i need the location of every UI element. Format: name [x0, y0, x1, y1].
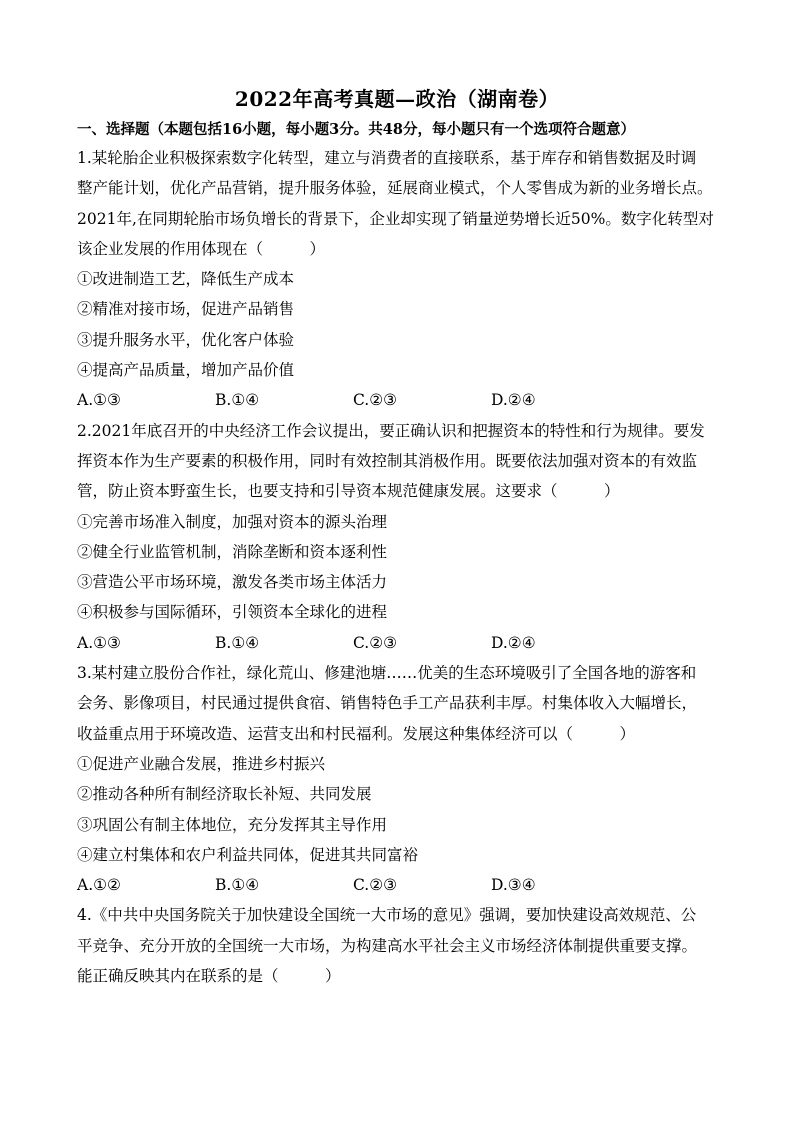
question-stem-line: 平竞争、充分开放的全国统一大市场，为构建高水平社会主义市场经济体制提供重要支撑。 [77, 936, 698, 955]
question-stem-line: 整产能计划，优化产品营销，提升服务体验，延展商业模式，个人零售成为新的业务增长点。 [77, 179, 713, 198]
option-c: C.②③ [353, 633, 398, 652]
option-b: B.①④ [215, 876, 260, 895]
statement-item: ③巩固公有制主体地位，充分发挥其主导作用 [77, 815, 388, 834]
question-1 [77, 143, 727, 416]
option-b: B.①④ [215, 391, 260, 410]
statement-item: ③提升服务水平，优化客户体验 [77, 330, 295, 349]
question-stem-line: 该企业发展的作用体现在（ ） [77, 239, 326, 258]
question-stem-line: 2021年,在同期轮胎市场负增长的背景下，企业却实现了销量逆势增长近50%。数字化转型对 [77, 209, 714, 228]
option-c: C.②③ [353, 876, 398, 895]
question-4 [77, 900, 727, 991]
question-stem-line: 管，防止资本野蛮生长，也要支持和引导资本规范健康发展。这要求（ ） [77, 482, 620, 501]
statement-item: ②推动各种所有制经济取长补短、共同发展 [77, 785, 372, 804]
option-d: D.②④ [491, 391, 536, 410]
statement-item: ①促进产业融合发展，推进乡村振兴 [77, 754, 326, 773]
page-title: 2022年高考真题—政治（湖南卷） [234, 87, 560, 111]
option-a: A.①③ [77, 633, 121, 652]
questions-list [77, 143, 727, 991]
question-stem-line: 4.《中共中央国务院关于加快建设全国统一大市场的意见》强调，要加快建设高效规范、公 [77, 906, 697, 925]
question-stem-line: 2.2021年底召开的中央经济工作会议提出，要正确认识和把握资本的特性和行为规律。要发 [77, 421, 705, 440]
option-d: D.②④ [491, 633, 536, 652]
question-stem-line: 3.某村建立股份合作社，绿化荒山、修建池塘……优美的生态环境吸引了全国各地的游客和 [77, 664, 697, 683]
statement-item: ④建立村集体和农户利益共同体，促进其共同富裕 [77, 845, 419, 864]
question-3 [77, 658, 727, 900]
question-stem-line: 会务、影像项目，村民通过提供食宿、销售特色手工产品获利丰厚。村集体收入大幅增长， [77, 694, 698, 713]
statement-item: ④提高产品质量，增加产品价值 [77, 361, 295, 380]
statement-item: ②精准对接市场，促进产品销售 [77, 300, 295, 319]
option-c: C.②③ [353, 391, 398, 410]
question-2 [77, 416, 727, 658]
statement-item: ①完善市场准入制度，加强对资本的源头治理 [77, 512, 388, 531]
question-stem-line: 挥资本作为生产要素的积极作用，同时有效控制其消极作用。既要依法加强对资本的有效监 [77, 451, 698, 470]
section-heading: 一、选择题（本题包括16小题，每小题3分。共48分，每小题只有一个选项符合题意） [77, 121, 635, 138]
option-a: A.①③ [77, 391, 121, 410]
question-stem-line: 收益重点用于环境改造、运营支出和村民福利。发展这种集体经济可以（ ） [77, 724, 636, 743]
option-b: B.①④ [215, 633, 260, 652]
statement-item: ②健全行业监管机制，消除垄断和资本逐利性 [77, 542, 388, 561]
question-stem-line: 能正确反映其内在联系的是（ ） [77, 967, 341, 986]
answer-options [77, 628, 727, 658]
answer-options [77, 870, 727, 900]
statement-item: ①改进制造工艺，降低生产成本 [77, 270, 295, 289]
question-stem-line: 1.某轮胎企业积极探索数字化转型，建立与消费者的直接联系，基于库存和销售数据及时调 [77, 149, 697, 167]
option-a: A.①② [77, 876, 121, 895]
option-d: D.③④ [491, 876, 536, 895]
answer-options [77, 385, 727, 415]
statement-item: ④积极参与国际循环，引领资本全球化的进程 [77, 603, 388, 622]
statement-item: ③营造公平市场环境，激发各类市场主体活力 [77, 573, 388, 592]
